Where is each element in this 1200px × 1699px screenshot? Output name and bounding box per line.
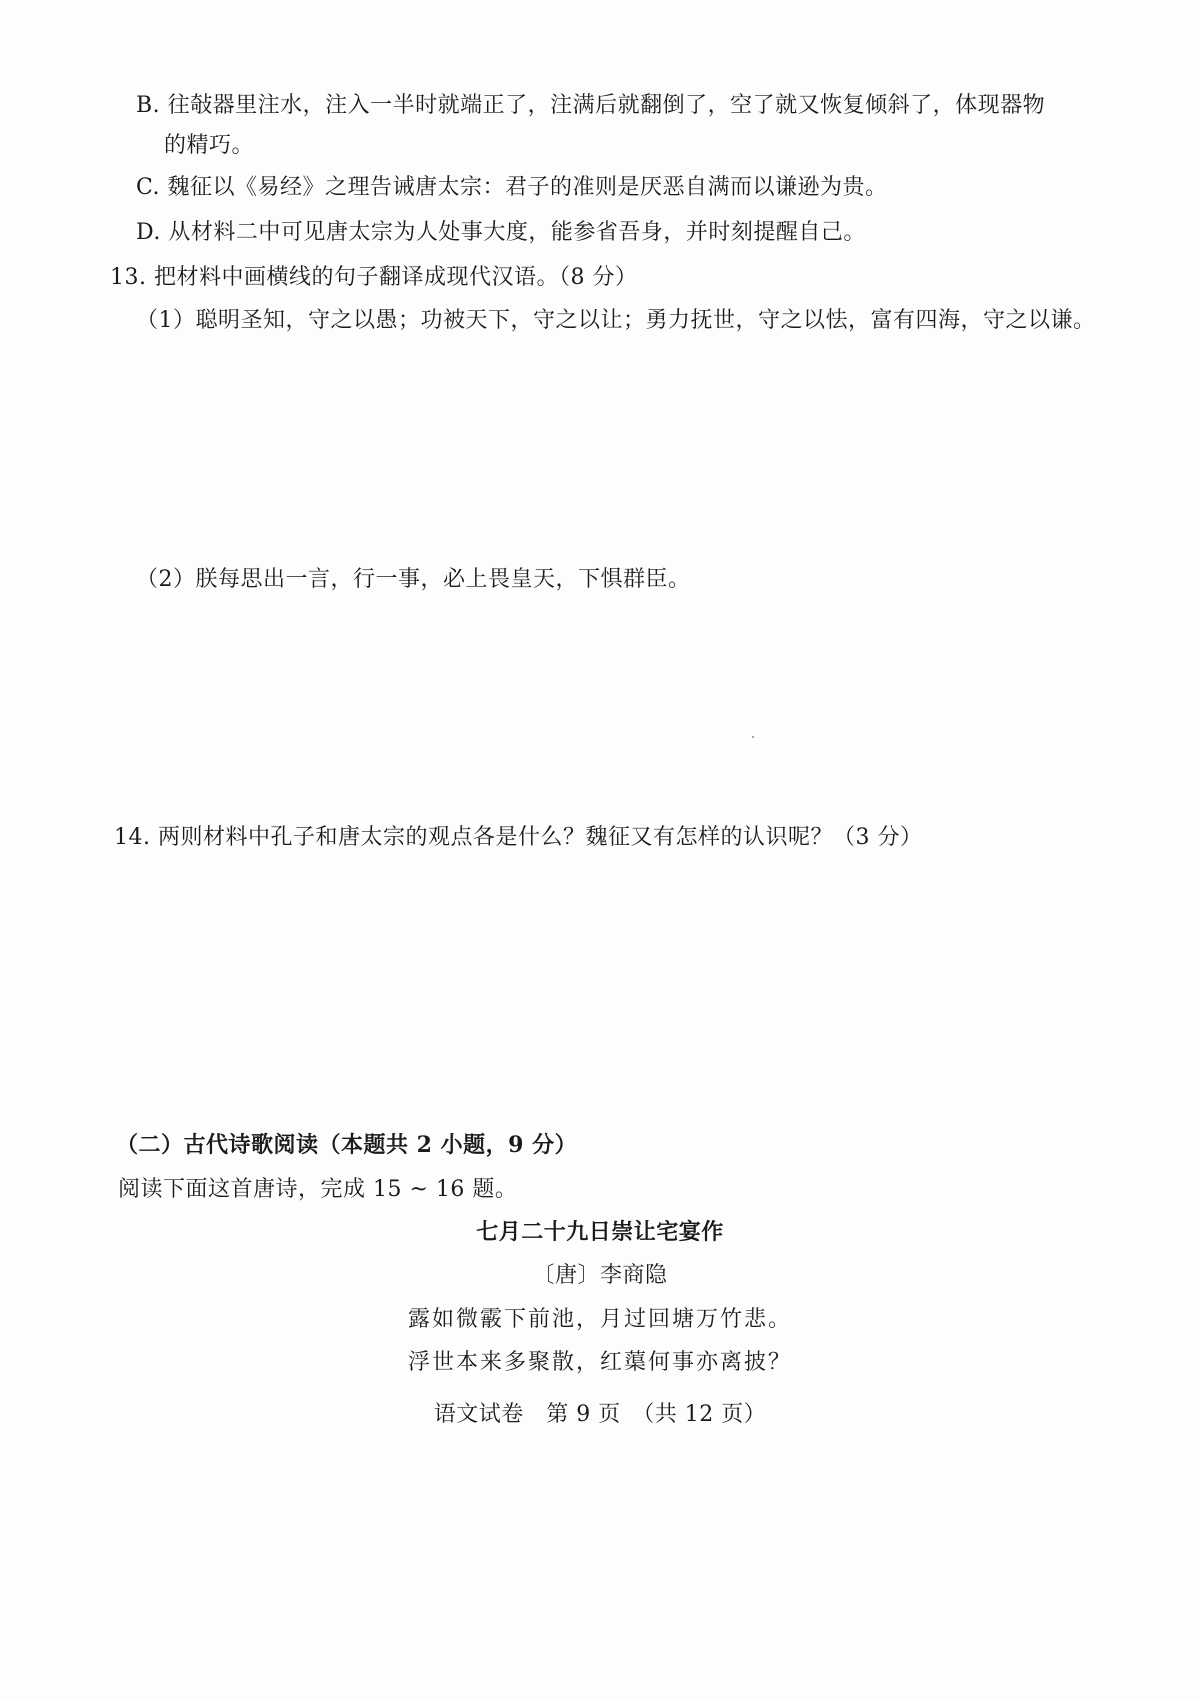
page-footer: 语文试卷 第 9 页 （共 12 页） [433,1402,767,1427]
question-13-item-1: （1）聪明圣知，守之以愚；功被天下，守之以让；勇力抚世，守之以怯，富有四海，守之以谦。 [136,308,1096,333]
option-b-line-1: B. 往敧器里注水，注入一半时就端正了，注满后就翻倒了，空了就又恢复倾斜了，体现器物 [136,93,1046,118]
poem-title: 七月二十九日崇让宅宴作 [476,1219,724,1245]
poem-author: 〔唐〕李商隐 [532,1263,668,1288]
poem-line-2: 浮世本来多聚散，红蕖何事亦离披？ [407,1350,792,1375]
poem-line-1: 露如微霰下前池，月过回塘万竹悲。 [407,1307,792,1332]
section-2-heading: （二）古代诗歌阅读（本题共 2 小题，9 分） [116,1132,578,1158]
option-b-line-2: 的精巧。 [164,133,255,158]
question-13-item-2: （2）朕每思出一言，行一事，必上畏皇天，下惧群臣。 [136,567,691,592]
option-c: C. 魏征以《易经》之理告诫唐太宗：君子的准则是厌恶自满而以谦逊为贵。 [136,175,888,200]
option-d: D. 从材料二中可见唐太宗为人处事大度，能参省吾身，并时刻提醒自己。 [136,220,866,245]
question-14-stem: 14. 两则材料中孔子和唐太宗的观点各是什么？魏征又有怎样的认识呢？（3 分） [114,825,923,850]
scan-speck [752,736,754,738]
question-13-stem: 13. 把材料中画横线的句子翻译成现代汉语。（8 分） [110,265,638,290]
section-2-instruction: 阅读下面这首唐诗，完成 15 ~ 16 题。 [118,1177,518,1202]
